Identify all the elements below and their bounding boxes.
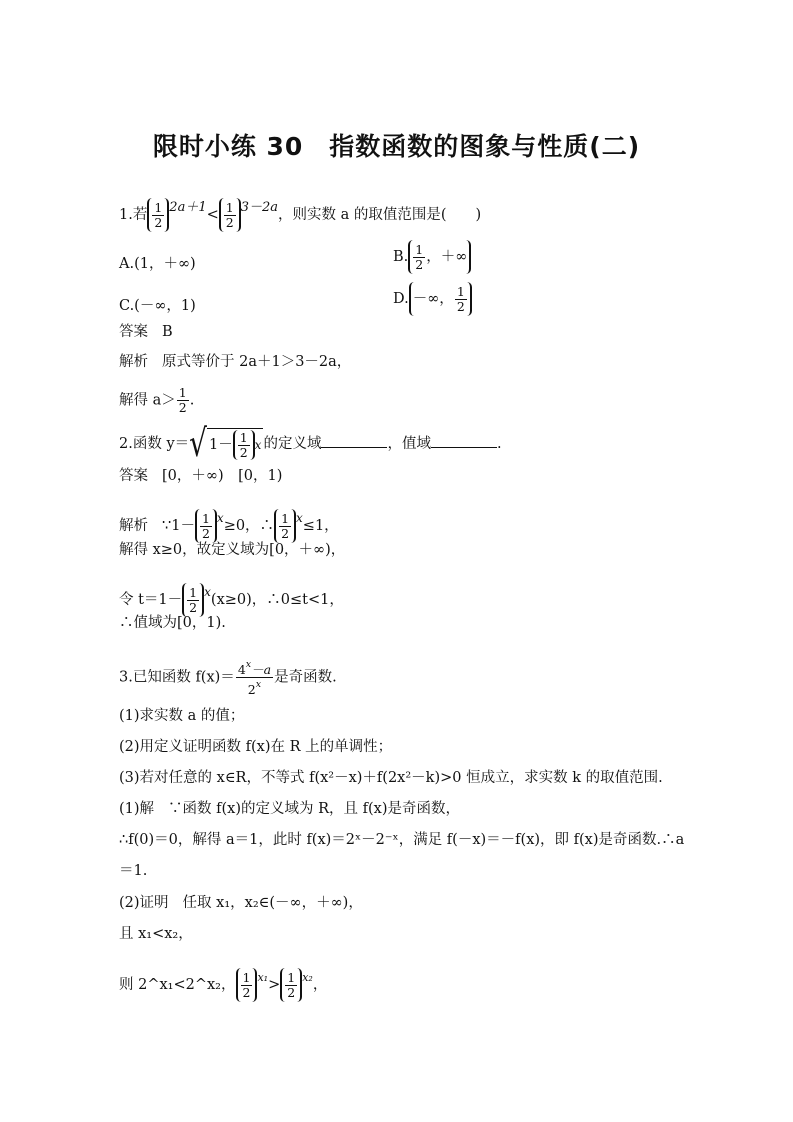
q2-analysis-2: 解得 x≥0，故定义域为[0，＋∞)， (119, 542, 346, 558)
q2-analysis-1: 解析 ∵1－ $\frac{1}{2}$ $^x$≥0，∴ $\frac{1}{2}$ $^x$≤1， (119, 508, 339, 543)
q1-option-b: B. $\frac{1}{2}$ ，＋∞ (393, 240, 471, 274)
q1-option-a: A.(1，＋∞) (119, 256, 196, 272)
q3-solution-5: 且 x₁<x₂， (119, 926, 193, 942)
q3-solution-6: 则 2^x₁<2^x₂， $\frac{1}{2}$ $^{x_1}$> $\frac{1}{2}$ $^{x_2}$， (119, 968, 327, 1002)
q3-stem: 3.已知函数 f(x)＝ $\frac{4^x-a}{2^x}$ 是奇函数. (119, 659, 337, 697)
q1-option-d: D. －∞， $\frac{1}{2}$ (393, 282, 472, 316)
q2-analysis-4: ∴值域为[0，1). (119, 615, 226, 631)
q2-analysis-3: 令 t＝1－ $\frac{1}{2}$ $^x$(x≥0)，∴0≤t<1， (119, 582, 344, 617)
q1-answer: 答案 B (119, 324, 173, 340)
q3-part-3: (3)若对任意的 x∈R，不等式 f(x²－x)＋f(2x²－k)>0 恒成立，求实数 k 的取值范围. (119, 770, 663, 786)
q1-solution: 解得 a＞ $\frac{1}{2}$ . (119, 385, 195, 415)
q2-answer: 答案 [0，＋∞) [0，1) (119, 468, 283, 484)
page-title: 限时小练 30 指数函数的图象与性质(二) (152, 132, 641, 161)
range-blank (431, 435, 497, 448)
q3-solution-3: ＝1. (119, 863, 148, 879)
q1-stem: 1.若 $\frac{1}{2}$ 2a＋1< $\frac{1}{2}$ 3－2a，则实数 a 的取值范围是( ) (119, 198, 481, 232)
q3-solution-4: (2)证明 任取 x₁，x₂∈(－∞，＋∞)， (119, 895, 363, 911)
q2-stem: 2.函数 y＝ √ 1－ $\frac{1}{2}$ x 的定义域 ，值域 . (119, 421, 502, 466)
q1-option-c: C.(－∞，1) (119, 298, 196, 314)
q1-analysis: 解析 原式等价于 2a＋1＞3－2a， (119, 354, 352, 370)
domain-blank (321, 435, 387, 448)
q3-solution-1: (1)解 ∵函数 f(x)的定义域为 R，且 f(x)是奇函数， (119, 801, 461, 817)
q3-part-2: (2)用定义证明函数 f(x)在 R 上的单调性； (119, 739, 393, 755)
q3-solution-2: ∴f(0)＝0，解得 a＝1，此时 f(x)＝2ˣ－2⁻ˣ，满足 f(－x)＝－f(x)，即 f(x)是奇函数.∴a (119, 832, 685, 848)
q3-part-1: (1)求实数 a 的值； (119, 708, 245, 724)
